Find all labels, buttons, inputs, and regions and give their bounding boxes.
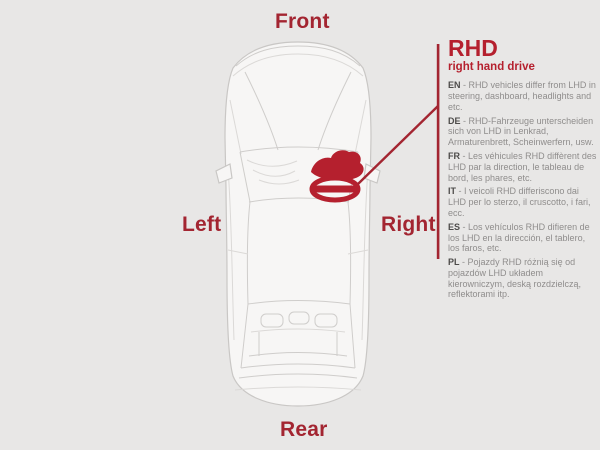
callout-subtitle: right hand drive — [448, 61, 535, 74]
separator: - — [462, 221, 466, 232]
separator: - — [462, 257, 466, 268]
lang-code-pl: PL — [448, 257, 460, 268]
callout-vertical-rule — [437, 44, 440, 259]
callout-entry-pl — [448, 257, 598, 300]
entry-text-es: Los vehículos RHD difieren de los LHD en la dirección, el tablero, los faros, etc. — [448, 221, 590, 254]
callout-title: RHD — [448, 35, 498, 61]
callout-entry-it — [448, 186, 598, 218]
callout-entry-de — [448, 116, 598, 148]
lang-code-it: IT — [448, 186, 456, 197]
separator: - — [463, 115, 467, 126]
lang-code-es: ES — [448, 221, 461, 232]
lang-code-en: EN — [448, 80, 461, 91]
separator: - — [462, 150, 466, 161]
car-body-outline — [216, 42, 380, 406]
entry-text-it: I veicoli RHD differiscono dai LHD per lo sterzo, il cruscotto, i fari, ecc. — [448, 186, 591, 218]
rhd-callout-panel — [448, 36, 598, 303]
entry-text-pl: Pojazdy RHD różnią się od pojazdów LHD układem kierowniczym, deską rozdzielczą, reflektorami itp. — [448, 257, 582, 300]
label-front: Front — [275, 10, 330, 33]
entry-text-fr: Les véhicules RHD diffèrent des LHD par la direction, le tableau de bord, les phares, etc. — [448, 150, 597, 183]
car-top-view-diagram — [203, 38, 397, 412]
lang-code-de: DE — [448, 115, 461, 126]
lang-code-fr: FR — [448, 150, 460, 161]
entry-text-de: RHD-Fahrzeuge unterscheiden sich von LHD in Lenkrad, Armaturenbrett, Scheinwerfern, usw. — [448, 115, 594, 148]
entry-text-en: RHD vehicles differ from LHD in steering, dashboard, headlights and etc. — [448, 80, 596, 112]
callout-entry-fr — [448, 151, 598, 183]
callout-entry-es — [448, 222, 598, 254]
callout-entry-en — [448, 80, 598, 112]
label-rear: Rear — [280, 418, 328, 441]
separator: - — [458, 186, 462, 197]
separator: - — [463, 80, 467, 91]
label-left: Left — [182, 213, 222, 236]
label-right: Right — [381, 213, 436, 236]
